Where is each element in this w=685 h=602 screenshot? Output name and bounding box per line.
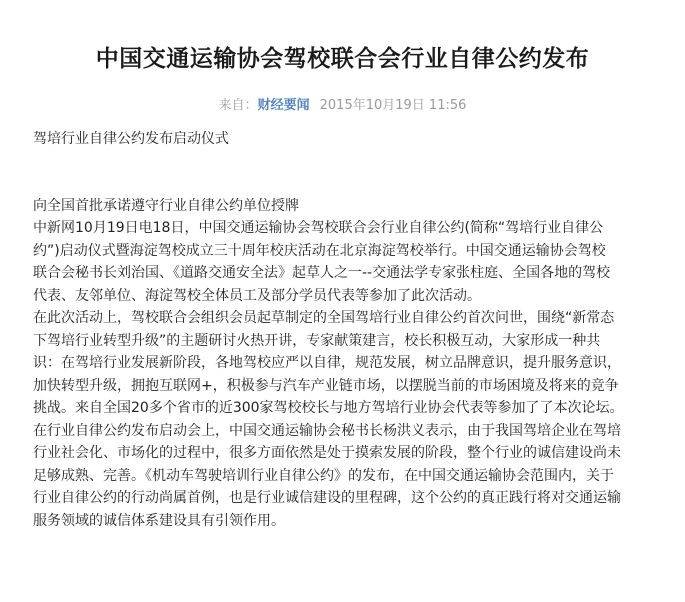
paragraph-line: 在此次活动上，驾校联合会组织会员起草制定的全国驾培行业自律公约首次问世，围绕“新常态 (33, 310, 615, 326)
paragraph-2 (33, 307, 663, 420)
paragraph-line: 足够成熟、完善。《机动车驾驶培训行业自律公约》的发布，在中国交通运输协会范围内，关于 (33, 467, 614, 484)
image-placeholder-gap (33, 151, 663, 173)
source-link[interactable]: 财经要闻 (257, 98, 310, 113)
source-prefix: 来自： (218, 98, 258, 113)
paragraph-line: 在行业自律公约发布启动会上，中国交通运输协会秘书长杨洪义表示，由于我国驾培企业在驾培 (33, 422, 621, 439)
paragraph-1 (33, 217, 663, 307)
photo-caption-2: 向全国首批承诺遵守行业自律公约单位授牌 (33, 197, 299, 214)
paragraph-3 (33, 420, 663, 533)
paragraph-line: 服务领域的诚信体系建设具有引领作用。 (33, 512, 285, 529)
paragraph-line: 中新网10月19日电18日，中国交通运输协会驾校联合会行业自律公约(简称“驾培行业自律公 (33, 220, 604, 236)
photo-caption-1: 驾培行业自律公约发布启动仪式 (33, 131, 229, 147)
paragraph-line: 行业自律公约的行动尚属首例，也是行业诚信建设的里程碑，这个公约的真正践行将对交通运输 (33, 490, 621, 506)
article-body (33, 128, 663, 532)
article-meta (0, 94, 685, 113)
publish-date: 2015年10月19日 11:56 (319, 98, 467, 113)
paragraph-line: 加快转型升级，拥抱互联网+，积极参与汽车产业链市场，以摆脱当前的市场困境及将来的竞争 (33, 377, 619, 394)
paragraph-line: 联合会秘书长刘治国、《道路交通安全法》起草人之一--交通法学专家张柱庭、全国各地的驾校 (33, 265, 611, 281)
paragraph-line: 行业社会化、市场化的过程中，很多方面依然是处于摸索发展的阶段，整个行业的诚信建设尚未 (33, 445, 621, 461)
paragraph-line: 下驾培行业转型升级”的主题研讨火热开讲，专家献策建言，校长积极互动，大家形成一种共 (33, 332, 601, 349)
paragraph-line: 挑战。来自全国20多个省市的近300家驾校校长与地方驾培行业协会代表等参加了了本次论坛。 (33, 400, 624, 416)
paragraph-line: 代表、友邻单位、海淀驾校全体员工及部分学员代表等参加了此次活动。 (33, 287, 481, 304)
paragraph-line: 识：在驾培行业发展新阶段，各地驾校应严以自律，规范发展，树立品牌意识，提升服务意识， (33, 355, 621, 371)
article-title: 中国交通运输协会驾校联合会行业自律公约发布 (95, 46, 590, 72)
paragraph-line: 约”)启动仪式暨海淀驾校成立三十周年校庆活动在北京海淀驾校举行。中国交通运输协会驾校 (33, 242, 606, 259)
